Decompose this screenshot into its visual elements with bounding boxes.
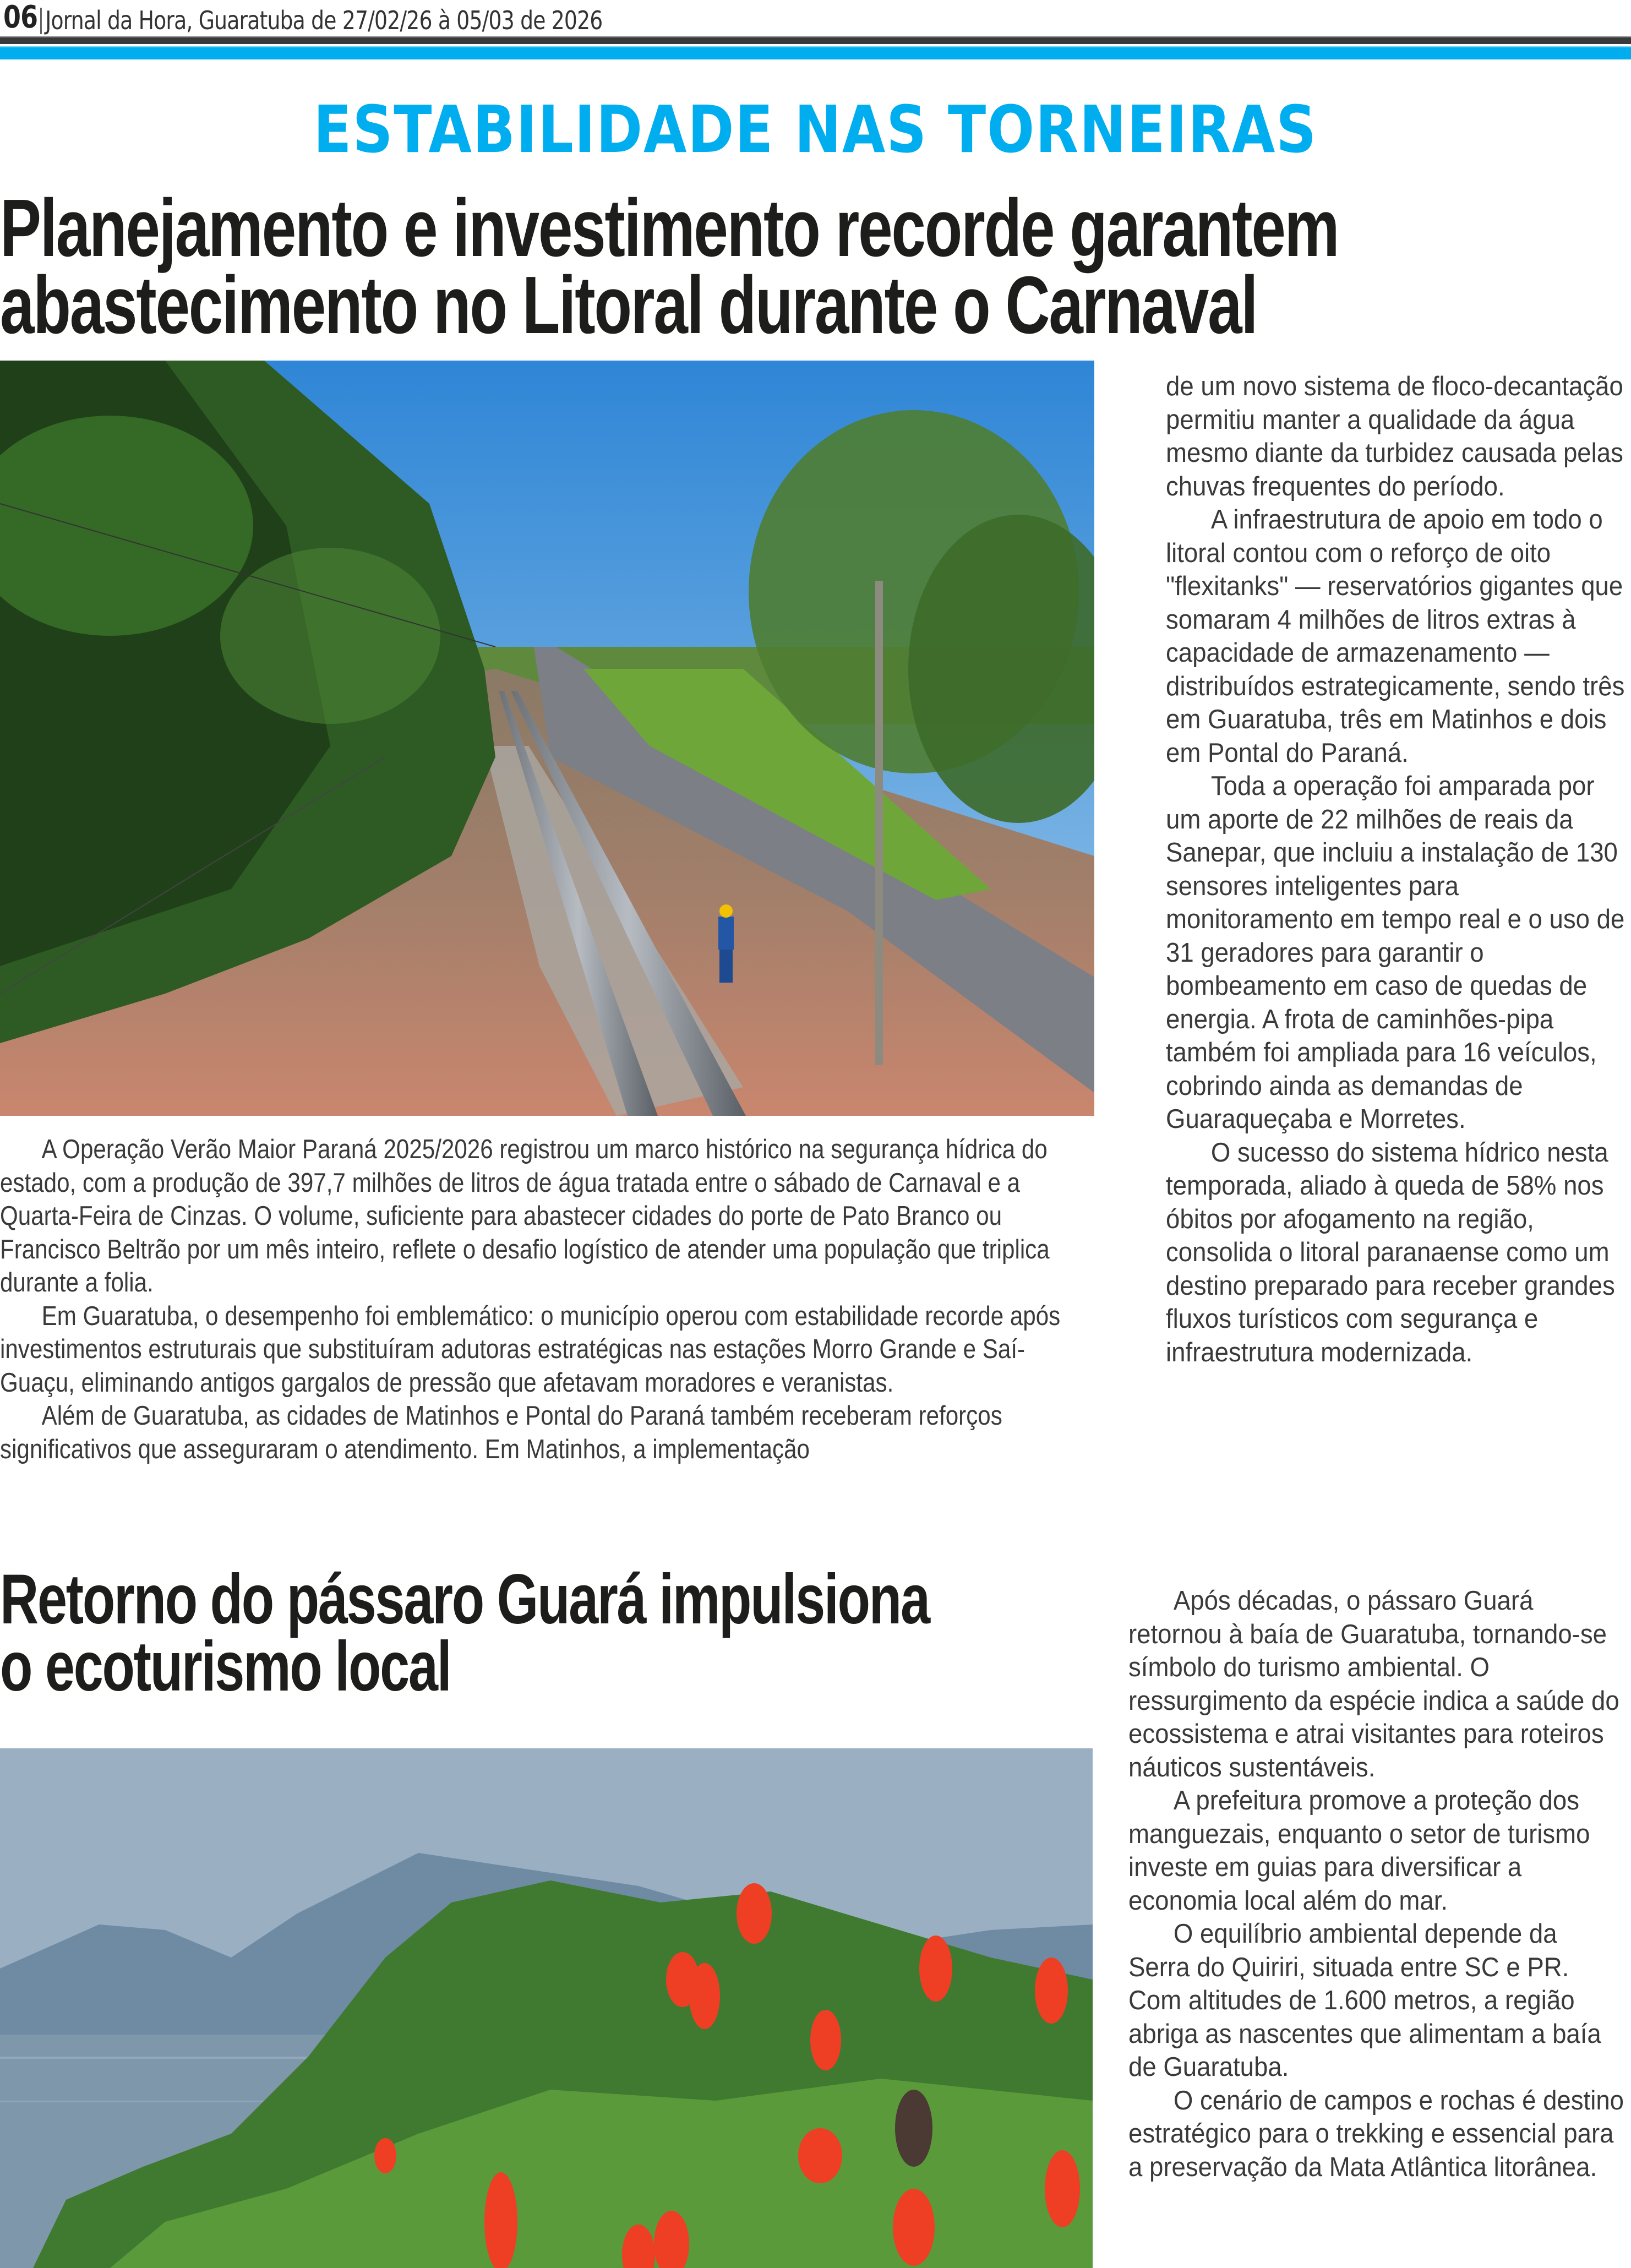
kicker-text: ESTABILIDADE NAS TORNEIRAS [313,91,1318,167]
folio-divider [40,8,41,34]
section-kicker [0,91,1631,167]
paragraph: O sucesso do sistema hídrico nesta temporada, aliado à queda de 58% nos óbitos por afogamento na região, consolida o litoral paranaense como um destino preparado para receber grandes fluxos turísticos com segurança e infraestrutura modernizada. [1166,1137,1615,1367]
paragraph: Após décadas, o pássaro Guará retornou à baía de Guaratuba, tornando-se símbolo do turismo ambiental. O ressurgimento da espécie indica a saúde do ecossistema e atrai visitantes para roteiros náuticos sustentáveis. [1128,1586,1619,1782]
headline-line: Planejamento e investimento recorde garantem [0,183,1339,274]
headline-line: o ecoturismo local [0,1627,451,1706]
paragraph: A prefeitura promove a proteção dos manguezais, enquanto o setor de turismo investe em guias para diversificar a economia local além do mar. [1128,1786,1590,1916]
headline-line: abastecimento no Litoral durante o Carnaval [0,260,1257,351]
page-number: 06 [3,0,38,35]
header-rule-blue [0,46,1631,59]
article2-headline [0,1560,929,1706]
paragraph: O cenário de campos e rochas é destino estratégico para o trekking e essencial para a preservação da Mata Atlântica litorânea. [1128,2085,1624,2182]
article1-side-column [1166,370,1627,1369]
paragraph: Além de Guaratuba, as cidades de Matinhos e Pontal do Paraná também receberam reforços significativos que asseguraram o atendimento. Em Matinhos, a implementação [0,1401,1002,1464]
publication-line: Jornal da Hora, Guaratuba de 27/02/26 à 05/03 de 2026 [45,6,603,35]
paragraph: Toda a operação foi amparada por um aporte de 22 milhões de reais da Sanepar, que incluiu a instalação de 130 sensores inteligentes para monitoramento em tempo real e o uso de 31 geradores para garantir o bombeamento em caso de quedas de energia. A frota de caminhões-pipa também foi ampliada para 16 veículos, cobrindo ainda as demandas de Guaraqueçaba e Morretes. [1166,771,1625,1134]
pipeline-photo-image [0,361,1094,1116]
pipeline-photo [0,361,1094,1116]
paragraph: A Operação Verão Maior Paraná 2025/2026 registrou um marco histórico na segurança hídrica do estado, com a produção de 397,7 milhões de litros de água tratada entre o sábado de Carnaval e a Quarta-Feira de Cinzas. O volume, suficiente para abastecer cidades do porte de Pato Branco ou Francisco Beltrão por um mês inteiro, reflete o desafio logístico de atender uma população que triplica durante a folia. [0,1135,1050,1297]
article2-side-column [1128,1584,1625,2184]
paragraph-continuation: de um novo sistema de floco-decantação permitiu manter a qualidade da água mesmo diante da turbidez causada pelas chuvas frequentes do período. [1166,372,1623,501]
header-rule-dark [0,36,1631,44]
article1-headline [0,183,1339,351]
paragraph: O equilíbrio ambiental depende da Serra do Quiriri, situada entre SC e PR. Com altitudes de 1.600 metros, a região abriga as nascentes que alimentam a baía de Guaratuba. [1128,1919,1601,2082]
headline-line: Retorno do pássaro Guará impulsiona [0,1560,929,1639]
paragraph: A infraestrutura de apoio em todo o litoral contou com o reforço de oito "flexitanks" — reservatórios gigantes que somaram 4 milhões de litros extras à capacidade de armazenamento — distribuídos estrategicamente, sendo três em Guaratuba, três em Matinhos e dois em Pontal do Paraná. [1166,505,1625,768]
guara-birds-photo-image [0,1748,1093,2268]
paragraph: Em Guaratuba, o desempenho foi emblemático: o município operou com estabilidade recorde após investimentos estruturais que substituíram adutoras estratégicas nas estações Morro Grande e Saí-Guaçu, eliminando antigos gargalos de pressão que afetavam moradores e veranistas. [0,1301,1061,1398]
article1-main-body [0,1133,1094,1466]
page-folio [3,0,602,35]
guara-birds-photo [0,1748,1093,2268]
